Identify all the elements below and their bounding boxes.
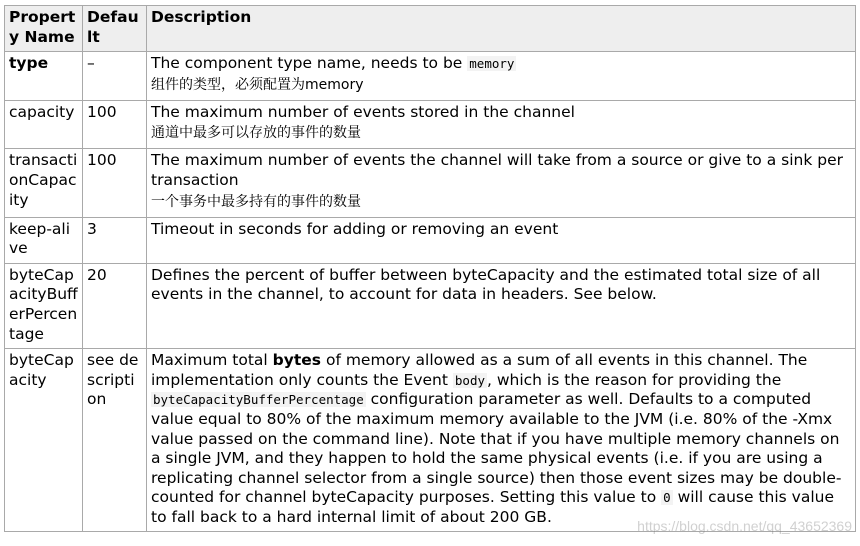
description-text: , which is the reason for providing the bbox=[487, 370, 782, 389]
header-property-name: Property Name bbox=[5, 6, 83, 52]
default-value: 3 bbox=[83, 217, 147, 263]
description-text: The maximum number of events stored in the channel bbox=[151, 102, 575, 121]
default-value: 20 bbox=[83, 263, 147, 348]
description-chinese: 组件的类型，必须配置为memory bbox=[151, 76, 364, 93]
table-row-transaction-capacity bbox=[5, 149, 856, 217]
description-text: configuration parameter as well. Defaults to a computed value equal to 80% of the maximum memory available to the JVM (i.e. 80% of the -Xmx value passed on the command line). Note that if you have multiple memory channels on a single JVM, and they happen to hold the same physical events (i.e. if you are using a replicating channel selector from a single source) then those event sizes may be double-counted for channel byteCapacity purposes. Setting this value to bbox=[151, 390, 842, 507]
table-row-keep-alive bbox=[5, 217, 856, 263]
description-chinese: 一个事务中最多持有的事件的数量 bbox=[151, 193, 361, 210]
description-text: Defines the percent of buffer between byteCapacity and the estimated total size of all events in the channel, to account for data in headers. See below. bbox=[151, 265, 821, 304]
table-row-capacity bbox=[5, 100, 856, 149]
description-text: The maximum number of events the channel will take from a source or give to a sink per transaction bbox=[151, 151, 843, 189]
description-cell bbox=[147, 349, 856, 532]
property-name: byteCapacityBufferPercentage bbox=[5, 263, 83, 348]
table-row-byte-capacity-buffer-percentage bbox=[5, 263, 856, 348]
description-cell bbox=[147, 52, 856, 101]
table-row-byte-capacity bbox=[5, 349, 856, 532]
property-name: type bbox=[5, 52, 83, 101]
inline-code: memory bbox=[469, 56, 515, 72]
default-value: 100 bbox=[83, 100, 147, 149]
description-text: Maximum total bbox=[151, 351, 273, 370]
property-table bbox=[4, 5, 856, 532]
default-value: – bbox=[83, 52, 147, 101]
description-text: will cause this value to fall back to a hard internal limit of about 200 GB. bbox=[151, 488, 835, 526]
property-name: byteCapacity bbox=[5, 349, 83, 532]
description-text: The component type name, needs to be bbox=[151, 54, 468, 73]
watermark: https://blog.csdn.net/qq_43652369 bbox=[637, 518, 852, 534]
description-cell bbox=[147, 100, 856, 149]
default-value: see description bbox=[83, 349, 147, 532]
header-default: Default bbox=[83, 6, 147, 52]
inline-code: byteCapacityBufferPercentage bbox=[153, 392, 364, 408]
inline-code: 0 bbox=[663, 490, 671, 506]
table-row-type bbox=[5, 52, 856, 101]
property-name: capacity bbox=[5, 100, 83, 149]
description-cell bbox=[147, 149, 856, 217]
inline-code: body bbox=[454, 372, 485, 388]
header-description: Description bbox=[147, 6, 856, 52]
property-name: keep-alive bbox=[5, 217, 83, 263]
description-text: Timeout in seconds for adding or removing an event bbox=[151, 219, 559, 238]
property-name: transactionCapacity bbox=[5, 149, 83, 217]
description-cell bbox=[147, 217, 856, 263]
description-chinese: 通道中最多可以存放的事件的数量 bbox=[151, 125, 361, 142]
table-header-row bbox=[5, 6, 856, 52]
description-text: of memory allowed as a sum of all events in this channel. The implementation only counts the Event bbox=[151, 351, 808, 389]
bold-text: bytes bbox=[272, 351, 322, 370]
description-cell bbox=[147, 263, 856, 348]
default-value: 100 bbox=[83, 149, 147, 217]
